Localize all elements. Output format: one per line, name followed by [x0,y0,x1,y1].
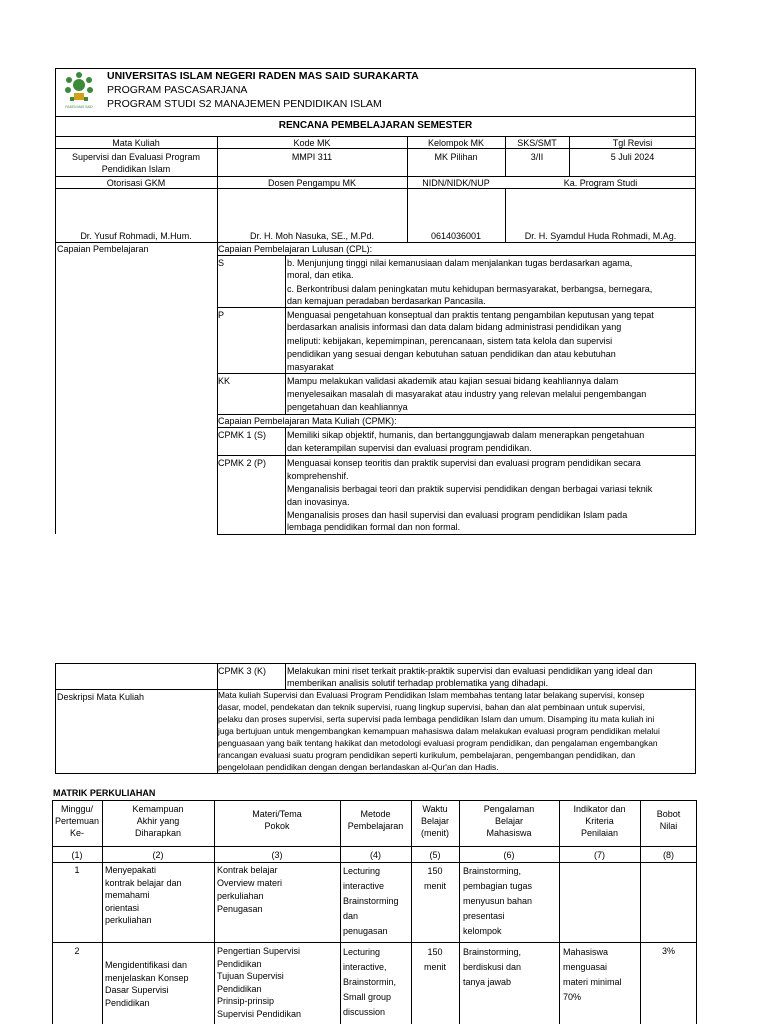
cpmk3-line: memberikan analisis solutif terhadap problematika yang dihadapi. [287,678,549,688]
cpmk3-line: Melakukan mini riset terkait praktik-praktik supervisi dan evaluasi pendidikan yang ideal dan [287,666,653,676]
description-line: penguasaan yang baik tentang hakikat dan metodologi evaluasi program pendidikan, dan pengalaman engembangkan [218,738,658,748]
capaian-left-border [55,243,56,534]
col-number: (6) [503,850,515,860]
university-name: UNIVERSITAS ISLAM NEGERI RADEN MAS SAID SURAKARTA [107,70,419,82]
description-line: rancangan evaluasi suatu program pendidikan seperti kurikulum, pembelajaran, pengembangan pendidikan, dan [218,750,636,760]
col-number: (3) [271,850,283,860]
course-sks: 3/II [530,152,544,162]
col-header-week: Minggu/ Pertemuan Ke- [54,804,100,838]
cpl-s-line: b. Menjunjung tinggi nilai kemanusiaan dalam menjalankan tugas berdasarkan agama, [287,258,633,268]
cpmk1-line: dan keterampilan supervisi dan evaluasi program pendidikan. [287,443,532,453]
course-group: MK Pilihan [434,152,478,162]
col-number: (2) [152,850,164,860]
cpl-p-line: masyarakat [287,362,334,372]
col-number: (1) [71,850,83,860]
cpl-p-line: pendidikan yang sesuai dengan kebutuhan satuan pendidikan dan atau kebutuhan [287,349,616,359]
cpl-s-code: S [218,258,225,268]
svg-text:RADEN MAS SAID: RADEN MAS SAID [65,105,93,109]
row2-indikator: Mahasiswa menguasai materi minimal 70% [563,947,622,1002]
row1-metode: Lecturing interactive Brainstorming dan penugasan [343,866,399,936]
header-kelompok-mk: Kelompok MK [427,138,485,148]
col-header-bobot: Bobot Nilai [656,809,681,831]
course-name-line1: Supervisi dan Evaluasi Program [71,152,201,162]
cpmk1-code: CPMK 1 (S) [218,430,267,440]
lecturer-name: Dr. H. Moh Nasuka, SE., M.Pd. [249,231,375,241]
course-revision-date: 5 Juli 2024 [610,152,655,162]
rps-title: RENCANA PEMBELAJARAN SEMESTER [278,120,473,131]
cpmk3-code: CPMK 3 (K) [218,666,267,676]
cpl-p-code: P [218,310,225,320]
header-nidn: NIDN/NIDK/NUP [422,178,490,188]
cpl-p-line: meliputi: kebijakan, kepemimpinan, perencanaan, sistem tata kelola dan supervisi [287,336,613,346]
description-line: juga bertujuan untuk mengembangkan kemampuan mahasiswa dalam melakukan evaluasi program pendidikan melalui [218,726,660,736]
col-header-materi: Materi/Tema Pokok [252,809,302,831]
row1-kemampuan: Menyepakati kontrak belajar dan memahami orientasi perkuliahan [105,865,182,925]
cpl-p-line: Menguasai pengetahuan konseptual dan praktis tentang pengambilan keputusan yang tepat [287,310,654,320]
col-header-waktu: Waktu Belajar (menit) [420,804,449,838]
cpl-s-line: dan kemajuan peradaban berdasarkan Pancasila. [287,296,486,306]
cpl-kk-code: KK [218,376,231,386]
col-header-metode: Metode Pembelajaran [347,809,404,831]
university-logo [64,71,94,111]
header-sks-smt: SKS/SMT [517,138,557,148]
matrix-title: MATRIK PERKULIAHAN [53,788,156,798]
row2-waktu: 150 menit [423,947,446,972]
cpl-p-line: berdasarkan analisis informasi dan data dalam bidang administrasi pendidikan yang [287,322,622,332]
row1-pengalaman: Brainstorming, pembagian tugas menyusun bahan presentasi kelompok [463,866,533,936]
description-line: pengelolaan pendidikan dengan dengan berlandaskan al-Qur'an dan Hadis. [218,762,499,772]
row2-kemampuan: Mengidentifikasi dan menjelaskan Konsep Dasar Supervisi Pendidikan [105,960,189,1008]
course-name-line2: Pendidikan Islam [101,164,171,174]
course-code: MMPI 311 [291,152,333,162]
row1-waktu: 150 menit [423,866,446,891]
col-header-kemampuan: Kemampuan Akhir yang Diharapkan [132,804,184,838]
col-header-indikator: Indikator dan Kriteria Penilaian [573,804,626,838]
header-otorisasi: Otorisasi GKM [106,178,166,188]
header-mata-kuliah: Mata Kuliah [112,138,160,148]
row1-materi: Kontrak belajar Overview materi perkuliahan Penugasan [217,865,283,914]
cpl-kk-line: pengetahuan dan keahliannya [287,402,408,412]
header-dosen: Dosen Pengampu MK [267,178,357,188]
cpl-kk-line: menyelesaikan masalah di masyarakat atau industry yang relevan melalui pengembangan [287,389,647,399]
header-kaprodi: Ka. Program Studi [563,178,638,188]
cpmk-header: Capaian Pembelajaran Mata Kuliah (CPMK): [218,416,397,426]
col-header-pengalaman: Pengalaman Belajar Mahasiswa [483,804,535,838]
header-kode-mk: Kode MK [293,138,331,148]
row2-metode: Lecturing interactive, Brainstormin, Small group discussion [343,947,397,1017]
capaian-label: Capaian Pembelajaran [57,244,149,254]
cpl-kk-line: Mampu melakukan validasi akademik atau kajian sesuai bidang keahliannya dalam [287,376,619,386]
cpmk1-line: Memiliki sikap objektif, humanis, dan bertanggungjawab dalam menerapkan pengetahuan [287,430,645,440]
col-number: (8) [663,850,674,860]
description-line: pelaku dan proses supervisi, serta supervisi pada lembaga pendidikan Islam dan umum. Disamping itu mata kuliah ini [218,714,655,724]
description-label: Deskripsi Mata Kuliah [57,692,145,702]
cpmk2-line: Menganalisis berbagai teori dan praktik supervisi pendidikan dengan berbagai variasi teknik [287,484,653,494]
cpl-s-line: c. Berkontribusi dalam peningkatan mutu kehidupan bermasyarakat, berbangsa, bernegara, [287,284,653,294]
description-line: Mata kuliah Supervisi dan Evaluasi Program Pendidikan Islam membahas tentang latar belakang supervisi, konsep [218,690,645,700]
gkm-name: Dr. Yusuf Rohmadi, M.Hum. [80,231,192,241]
cpmk2-line: Menguasai konsep teoritis dan praktik supervisi dan evaluasi program pendidikan secara [287,458,641,468]
row2-materi: Pengertian Supervisi Pendidikan Tujuan Supervisi Pendidikan Prinsip-prinsip Supervisi Pendidikan [217,946,302,1019]
kaprodi-name: Dr. H. Syamdul Huda Rohmadi, M.Ag. [524,231,677,241]
header-tgl-revisi: Tgl Revisi [612,138,653,148]
program-name: PROGRAM PASCASARJANA [107,84,248,96]
col-number: (7) [594,850,605,860]
cpmk2-line: Menganalisis proses dan hasil supervisi dan evaluasi program pendidikan Islam pada [287,510,628,520]
cpl-header: Capaian Pembelajaran Lulusan (CPL): [218,244,373,254]
nidn-value: 0614036001 [430,231,482,241]
col-number: (4) [370,850,381,860]
cpmk2-line: dan inovasinya. [287,497,350,507]
study-program-name: PROGRAM STUDI S2 MANAJEMEN PENDIDIKAN ISLAM [107,98,382,110]
col-number: (5) [429,850,441,860]
row2-bobot: 3% [661,946,675,956]
cpmk2-code: CPMK 2 (P) [218,458,267,468]
row1-week: 1 [74,865,80,875]
cpmk2-line: lembaga pendidikan formal dan non formal. [287,522,461,532]
cpmk2-line: komprehenshif. [287,471,349,481]
row2-pengalaman: Brainstorming, berdiskusi dan tanya jawab [463,947,522,987]
description-line: dasar, model, pendekatan dan teknik supervisi, ruang lingkup supervisi, bahan dan alat pembinaan untuk supervisi, [218,702,645,712]
cpl-s-line: moral, dan etika. [287,270,354,280]
row2-week: 2 [74,946,80,956]
